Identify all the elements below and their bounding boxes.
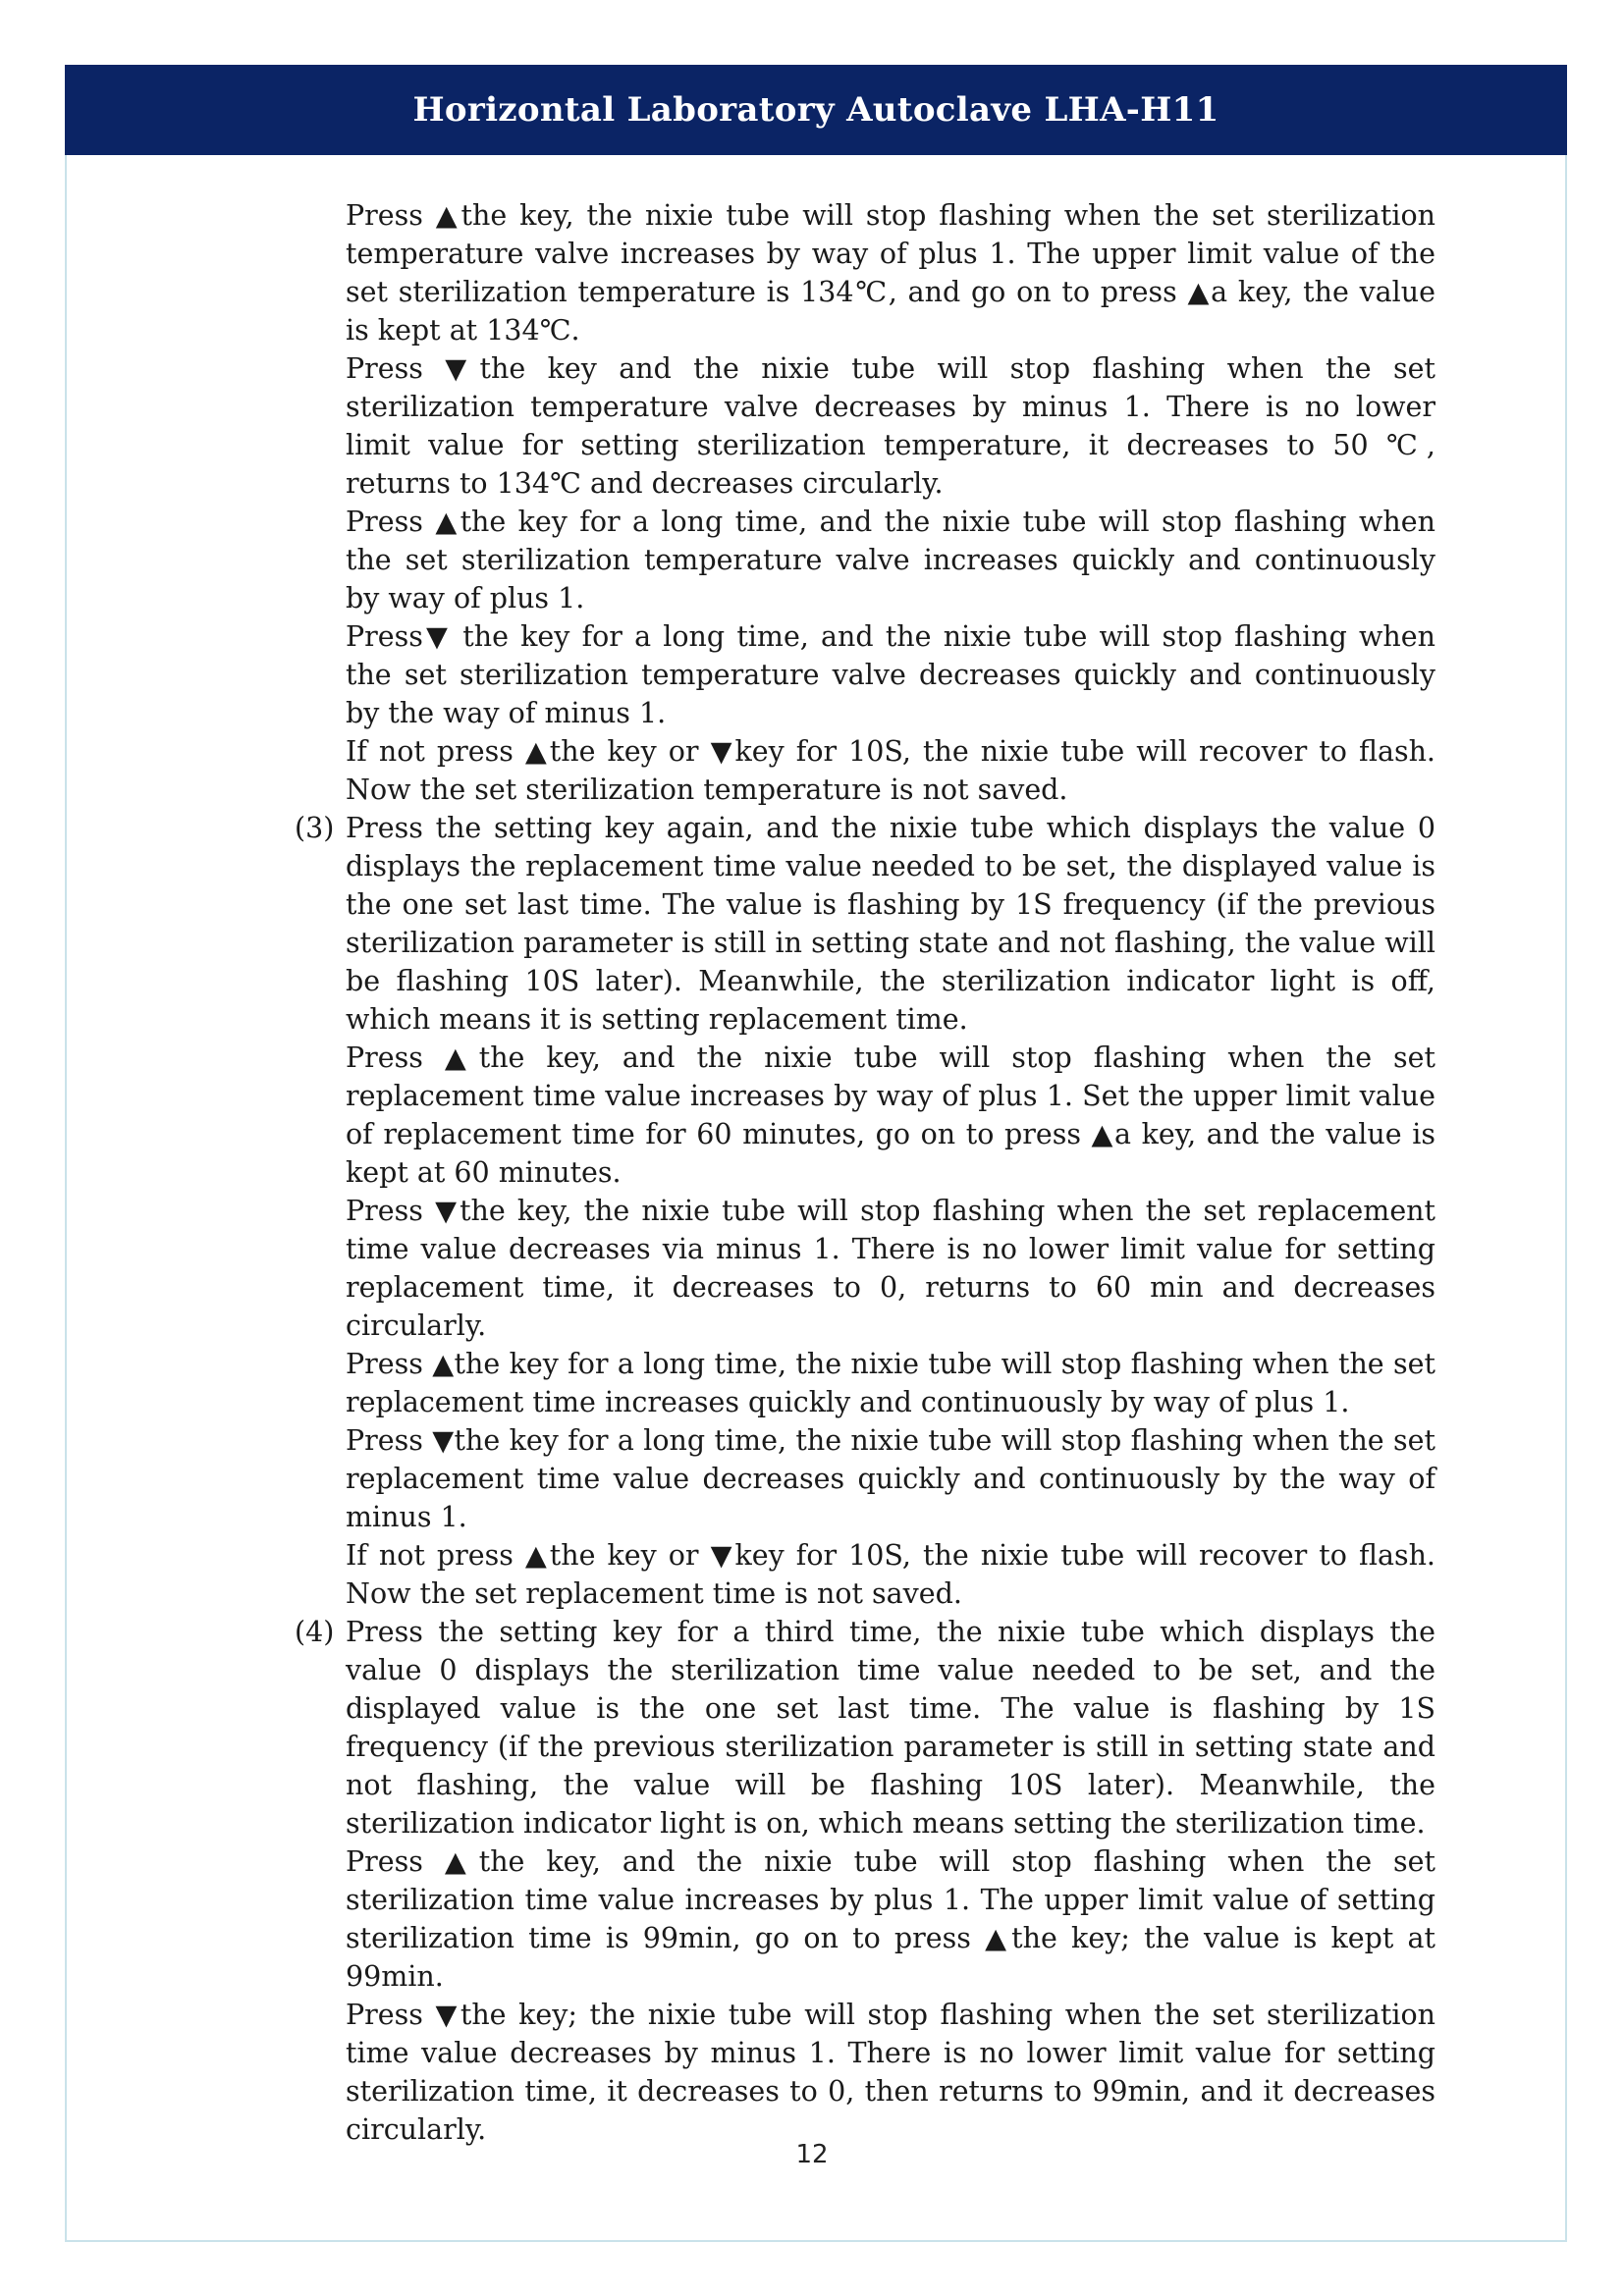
paragraph-step-3 [295,809,1435,1039]
paragraph [295,503,1435,617]
paragraph-text: Press the setting key again, and the nixie tube which displays the value 0 displays the replacement time value needed to be set, the displayed value is the one set last time. The value is flashing by 1S frequency (if the previous sterilization parameter is still in setting state and not flashing, the value will be flashing 10S later). Meanwhile, the sterilization indicator light is off, which means it is setting replacement time. [346,812,1435,1036]
paragraph [295,732,1435,809]
paragraph [295,1192,1435,1345]
paragraph [295,349,1435,503]
paragraph [295,1345,1435,1421]
paragraph [295,617,1435,732]
paragraph-text: Press ▲the key, and the nixie tube will stop flashing when the set sterilization time value increases by plus 1. The upper limit value of setting sterilization time is 99min, go on to press ▲the key; the value is kept at 99min. [346,1845,1435,1993]
paragraph-text: Press ▲the key, the nixie tube will stop flashing when the set sterilization temperature valve increases by way of plus 1. The upper limit value of the set sterilization temperature is 134℃, and go on to press ▲a key, the value is kept at 134℃. [346,199,1435,347]
paragraph-text: Press ▲the key for a long time, and the nixie tube will stop flashing when the set sterilization temperature valve increases quickly and continuously by way of plus 1. [346,506,1435,614]
document-title: Horizontal Laboratory Autoclave LHA-H11 [412,90,1219,130]
header-bar [65,65,1567,155]
paragraph [295,1536,1435,1613]
paragraph [295,196,1435,349]
paragraph-text: Press ▼the key, the nixie tube will stop flashing when the set replacement time value decreases via minus 1. There is no lower limit value for setting replacement time, it decreases to 0, returns to 60 min and decreases circularly. [346,1195,1435,1342]
paragraph-step-4 [295,1613,1435,1842]
paragraph-text: Press ▲the key for a long time, the nixie tube will stop flashing when the set replacement time increases quickly and continuously by way of plus 1. [346,1348,1435,1418]
paragraph [295,1996,1435,2149]
paragraph-text: Press the setting key for a third time, the nixie tube which displays the value 0 displays the sterilization time value needed to be set, and the displayed value is the one set last time. The value is flashing by 1S frequency (if the previous sterilization parameter is still in setting state and not flashing, the value will be flashing 10S later). Meanwhile, the sterilization indicator light is on, which means setting the sterilization time. [346,1616,1435,1840]
paragraph-text: Press ▼the key and the nixie tube will stop flashing when the set sterilization temperature valve decreases by minus 1. There is no lower limit value for setting sterilization temperature, it decreases to 50 ℃, returns to 134℃ and decreases circularly. [346,352,1435,500]
paragraph-text: Press▼ the key for a long time, and the nixie tube will stop flashing when the set sterilization temperature valve decreases quickly and continuously by the way of minus 1. [346,620,1435,729]
paragraph-text: Press ▼the key for a long time, the nixie tube will stop flashing when the set replacement time value decreases quickly and continuously by the way of minus 1. [346,1424,1435,1533]
paragraph-number: (3) [295,812,335,844]
paragraph [295,1039,1435,1192]
paragraph-text: Press ▼the key; the nixie tube will stop flashing when the set sterilization time value decreases by minus 1. There is no lower limit value for setting sterilization time, it decreases to 0, then returns to 99min, and it decreases circularly. [346,1999,1435,2146]
document-body [295,196,1435,2149]
paragraph-text: Press ▲the key, and the nixie tube will stop flashing when the set replacement time value increases by way of plus 1. Set the upper limit value of replacement time for 60 minutes, go on to press ▲a key, and the value is kept at 60 minutes. [346,1041,1435,1189]
paragraph-text: If not press ▲the key or ▼key for 10S, the nixie tube will recover to flash. Now the set replacement time is not saved. [346,1539,1435,1610]
page-number: 12 [795,2140,829,2169]
paragraph [295,1421,1435,1536]
paragraph [295,1842,1435,1996]
paragraph-text: If not press ▲the key or ▼key for 10S, the nixie tube will recover to flash. Now the set sterilization temperature is not saved. [346,735,1435,806]
paragraph-number: (4) [295,1616,335,1648]
